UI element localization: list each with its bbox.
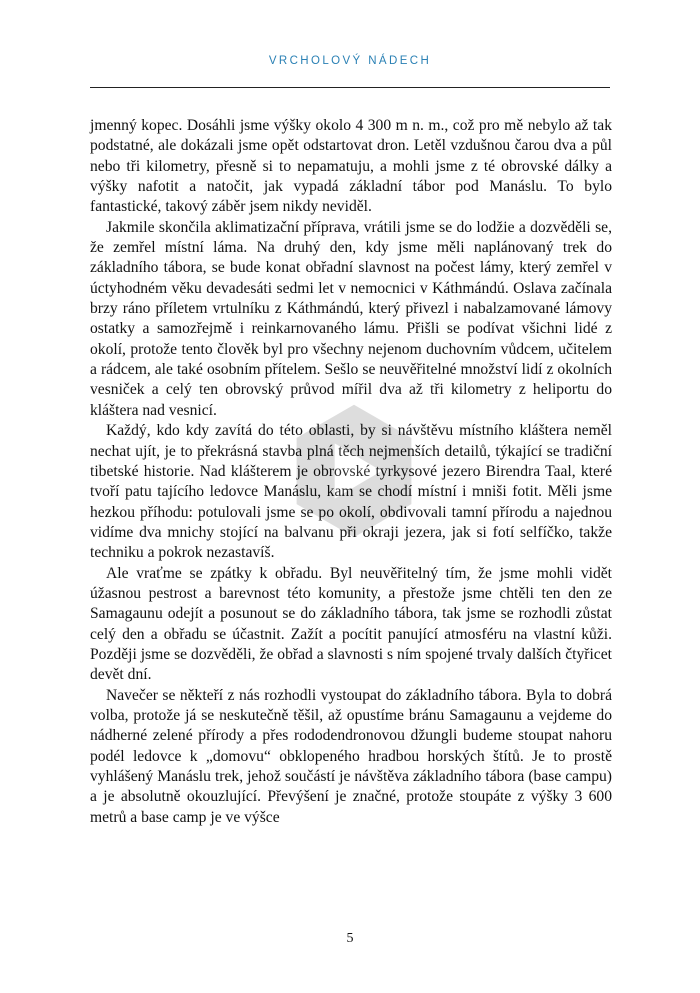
paragraph-3: Každý, kdo kdy zavítá do této oblasti, by si návštěvu místního kláštera neměl nechat ujít, je to překrásná stavba plná těch nejmenších detailů, týkající se tradiční tibetské historie. Nad klášterem je obrovské tyrkysové jezero Birendra Taal, které tvoří patu tajícího ledovce Manáslu, kam se chodí místní i mniši fotit. Měli jsme hezkou příhodu: potulovali jsme se po okolí, obdivovali tamní přírodu a najednou vidíme dva mnichy stojící na balvanu při okraji jezera, jak si fotí selfíčko, takže techniku a pokrok nezastavíš. <box>90 422 612 562</box>
header-rule <box>90 87 610 88</box>
paragraph-2: Jakmile skončila aklimatizační příprava, vrátili jsme se do lodžie a dozvěděli se, že zemřel místní láma. Na druhý den, kdy jsme měli naplánovaný trek do základního tábora, se bude konat obřadní slavnost na počest lámy, který zemřel v úctyhodném věku devadesáti sedmi let v nemocnici v Káthmándú. Oslava začínala brzy ráno příletem vrtulníku z Káthmándú, který přivezl i nabalzamované lámovy ostatky a samozřejmě i reinkarnovaného lámu. Přišli se podívat všichni lidé z okolí, protože tento člověk byl pro všechny nejenom duchovním vůdcem, učitelem a rádcem, ale také osobním přítelem. Sešlo se neuvěřitelné množství lidí z okolních vesniček a celý ten obrovský průvod mířil dva až tři kilometry z heliportu do kláštera nad vesnicí. <box>90 218 612 419</box>
paragraph-1: jmenný kopec. Dosáhli jsme výšky okolo 4 300 m n. m., což pro mě nebylo až tak podstatné, ale dokázali jsme opět odstartovat dron. Letěl vzdušnou čarou dva a půl nebo tři kilometry, přesně si to nepamatuju, a mohli jsme z té obrovské dálky a výšky nafotit a natočit, jak vypadá základní tábor pod Manáslu. To bylo fantastické, takový záběr jsem nikdy neviděl. <box>90 117 612 216</box>
paragraph-5: Navečer se někteří z nás rozhodli vystoupat do základního tábora. Byla to dobrá volba, protože já se neskutečně těšil, až opustíme bránu Samagaunu a vejdeme do nádherné zelené přírody a přes rododendronovou džungli budeme stoupat nahoru podél ledovce k „domovu“ obklopeného hradbou horských štítů. Je to prostě vyhlášený Manáslu trek, jehož součástí je návštěva základního tábora (base campu) a je absolutně okouzlující. Převýšení je značné, protože stoupáte z výšky 3 600 metrů a base camp je ve výšce <box>90 686 612 826</box>
running-head: VRCHOLOVÝ NÁDECH <box>268 55 432 67</box>
page-number: 5 <box>346 931 354 946</box>
paragraph-4: Ale vraťme se zpátky k obřadu. Byl neuvěřitelný tím, že jsme mohli vidět úžasnou pestrost a barevnost této komunity, a přestože jsme chtěli ten den ze Samagaunu odejít a posunout se do základního tábora, tak jsme se rozhodli zůstat celý den a obřadu se účastnit. Zažít a pocítit panující atmosféru na vlastní kůži. Později jsme se dozvěděli, že obřad a slavnosti s ním spojené trvaly dalších čtyřicet devět dní. <box>90 564 612 684</box>
body-text <box>90 116 612 828</box>
